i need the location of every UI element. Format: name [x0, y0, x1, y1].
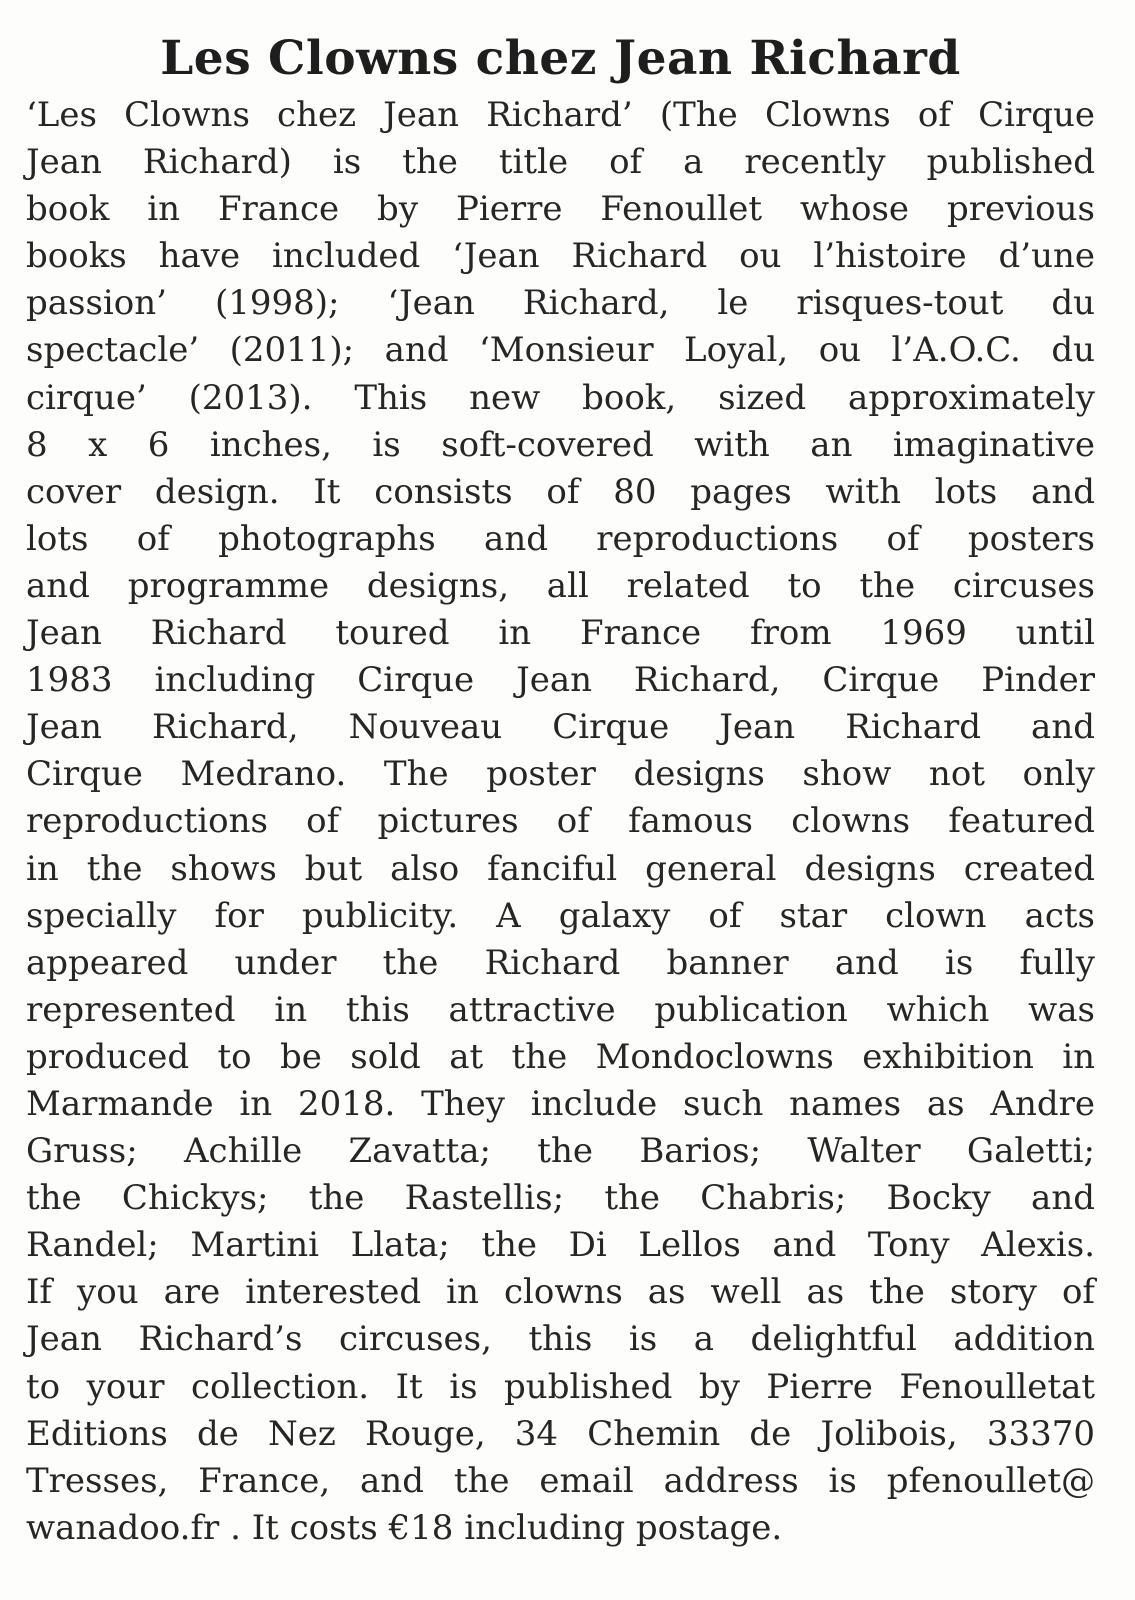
article-body-line: spectacle’ (2011); and ‘Monsieur Loyal, ou l’A.O.C. du: [26, 330, 1095, 371]
article-title: Les Clowns chez Jean Richard: [160, 31, 961, 86]
article-body-line: the Chickys; the Rastellis; the Chabris; Bocky and: [26, 1178, 1095, 1219]
article-body-line: appeared under the Richard banner and is fully: [26, 942, 1095, 983]
article-body-line: If you are interested in clowns as well as the story of: [26, 1272, 1095, 1313]
article-body-line: Tresses, France, and the email address is pfenoullet@: [26, 1460, 1095, 1501]
article-body-line: ‘Les Clowns chez Jean Richard’ (The Clowns of Cirque: [26, 95, 1095, 135]
article-body-line: reproductions of pictures of famous clowns featured: [26, 801, 1095, 842]
article-body-line: Jean Richard) is the title of a recently published: [26, 142, 1095, 183]
article-body-line: wanadoo.fr . It costs €18 including postage.: [26, 1507, 783, 1548]
article-body-line: to your collection. It is published by Pierre Fenoulletat: [26, 1366, 1095, 1407]
article-body-line: Jean Richard, Nouveau Cirque Jean Richard and: [26, 707, 1095, 748]
article-body: [26, 92, 1095, 1552]
article-body-line: 1983 including Cirque Jean Richard, Cirque Pinder: [26, 660, 1095, 701]
article-body-line: lots of photographs and reproductions of posters: [26, 518, 1095, 559]
article-body-line: represented in this attractive publication which was: [26, 989, 1095, 1030]
article-body-line: Gruss; Achille Zavatta; the Barios; Walter Galetti;: [26, 1131, 1095, 1172]
article-body-line: Jean Richard’s circuses, this is a delightful addition: [26, 1319, 1095, 1360]
article-body-line: cover design. It consists of 80 pages with lots and: [26, 471, 1095, 512]
article-body-line: Marmande in 2018. They include such names as Andre: [26, 1083, 1095, 1124]
article-body-line: passion’ (1998); ‘Jean Richard, le risques-tout du: [26, 283, 1095, 324]
article-body-line: book in France by Pierre Fenoullet whose previous: [26, 189, 1095, 230]
article-body-line: Jean Richard toured in France from 1969 until: [26, 613, 1095, 654]
article-body-line: and programme designs, all related to the circuses: [26, 565, 1095, 606]
article-body-line: cirque’ (2013). This new book, sized approximately: [26, 377, 1095, 418]
article-body-line: Randel; Martini Llata; the Di Lellos and Tony Alexis.: [26, 1225, 1095, 1266]
article-body-line: books have included ‘Jean Richard ou l’histoire d’une: [26, 236, 1095, 277]
article-body-line: Editions de Nez Rouge, 34 Chemin de Jolibois, 33370: [26, 1413, 1095, 1454]
article-body-line: Cirque Medrano. The poster designs show not only: [26, 754, 1095, 795]
article-body-line: in the shows but also fanciful general designs created: [26, 848, 1095, 889]
article-body-line: specially for publicity. A galaxy of star clown acts: [26, 895, 1095, 936]
article-body-line: produced to be sold at the Mondoclowns exhibition in: [26, 1036, 1095, 1077]
article-body-line: 8 x 6 inches, is soft-covered with an imaginative: [26, 424, 1095, 465]
